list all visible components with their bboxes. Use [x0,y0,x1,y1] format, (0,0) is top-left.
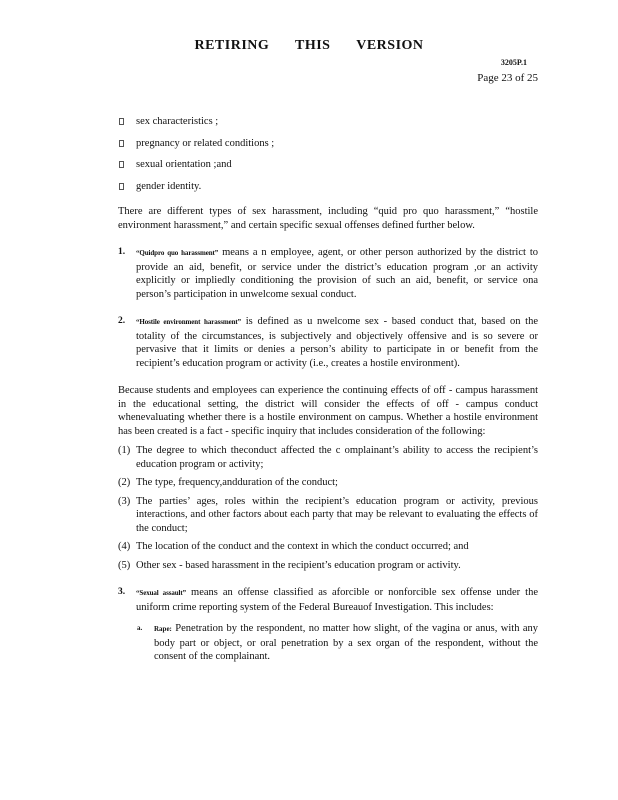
subitem-rape [136,622,538,664]
list-item: pregnancy or related conditions ; [118,137,538,151]
subitem-letter: a. [137,624,143,632]
definition-number: 1. [118,247,126,257]
definition-text: is defined as u nwelcome sex - based conduct that, based on the totality of the circumstances, is subjectively and objectively offensive and is so severe or pervasive that it limits or denies a person’s ability to participate in or benefit from the recipient’s education program or activity (i.e., creates a hostile environment). [136,316,539,369]
definition-term: “Quidpro quo harassment” [136,249,219,257]
list-item: (3) The parties’ ages, roles within the recipient’s education program or activity, previous interactions, and other factors about each party that may be relevant to evaluating the effects of the conduct; [118,495,538,534]
off-campus-paragraph: Because students and employees can experience the continuing effects of off - campus harassment in the educational setting, the district will consider the effects of off - campus conduct whenevaluating whether there is a hostile environment on campus. Whether a hostile environment has been created is a fact - specific inquiry that includes consideration of the following: [118,385,538,437]
list-item: (5) Other sex - based harassment in the recipient’s education program or activity. [118,559,461,571]
definition-text: means an offense classified as aforcible or nonforcible sex offense under the uniform crime reporting system of the Federal Bureauof Investigation. This includes: [136,587,539,613]
document-body [118,115,538,664]
definition-hostile-environment [118,315,538,370]
definition-term: “Sexual assault” [136,589,187,597]
definition-quid-pro-quo [118,246,538,301]
page-number: Page 23 of 25 [477,72,538,84]
bullet-box-icon [119,118,124,125]
intro-paragraph: There are different types of sex harassment, including “quid pro quo harassment,” “hostile environment harassment,” and certain specific sexual offenses defined further below. [118,206,538,231]
definition-number: 2. [118,316,126,326]
subitem-text: Penetration by the respondent, no matter how slight, of the vagina or anus, with any body part or object, or oral penetration by a sex organ of the respondent, without the consent of the complainant. [154,623,539,662]
list-item: (2) The type, frequency,andduration of the conduct; [118,477,338,488]
bullet-box-icon [119,183,124,190]
bullet-box-icon [119,140,124,147]
list-item: sex characteristics ; [118,115,538,129]
protected-characteristics-list [118,115,538,193]
list-item: (1) The degree to which theconduct affected the c omplainant’s ability to access the recipient’s education program or activity; [118,445,538,470]
policy-code: 3205P.1 [500,58,527,67]
list-item: sexual orientation ;and [118,158,538,172]
definition-number: 3. [118,587,126,597]
factors-list [118,444,538,572]
list-item: gender identity. [118,180,538,194]
definition-sexual-assault [118,586,538,614]
definition-text: means a n employee, agent, or other person authorized by the district to provide an aid, benefit, or service under the district’s education program ,or an activity explicitly or impliedly conditioning the provision of such an aid, benefit, or service ona person’s participation in unwelcome sexual conduct. [136,247,539,300]
page-title: RETIRING THIS VERSION [194,38,424,53]
bullet-box-icon [119,161,124,168]
list-item: (4) The location of the conduct and the context in which the conduct occurred; and [118,541,469,552]
subitem-term: Rape: [154,625,172,633]
definition-term: “Hostile environment harassment” [136,318,242,326]
